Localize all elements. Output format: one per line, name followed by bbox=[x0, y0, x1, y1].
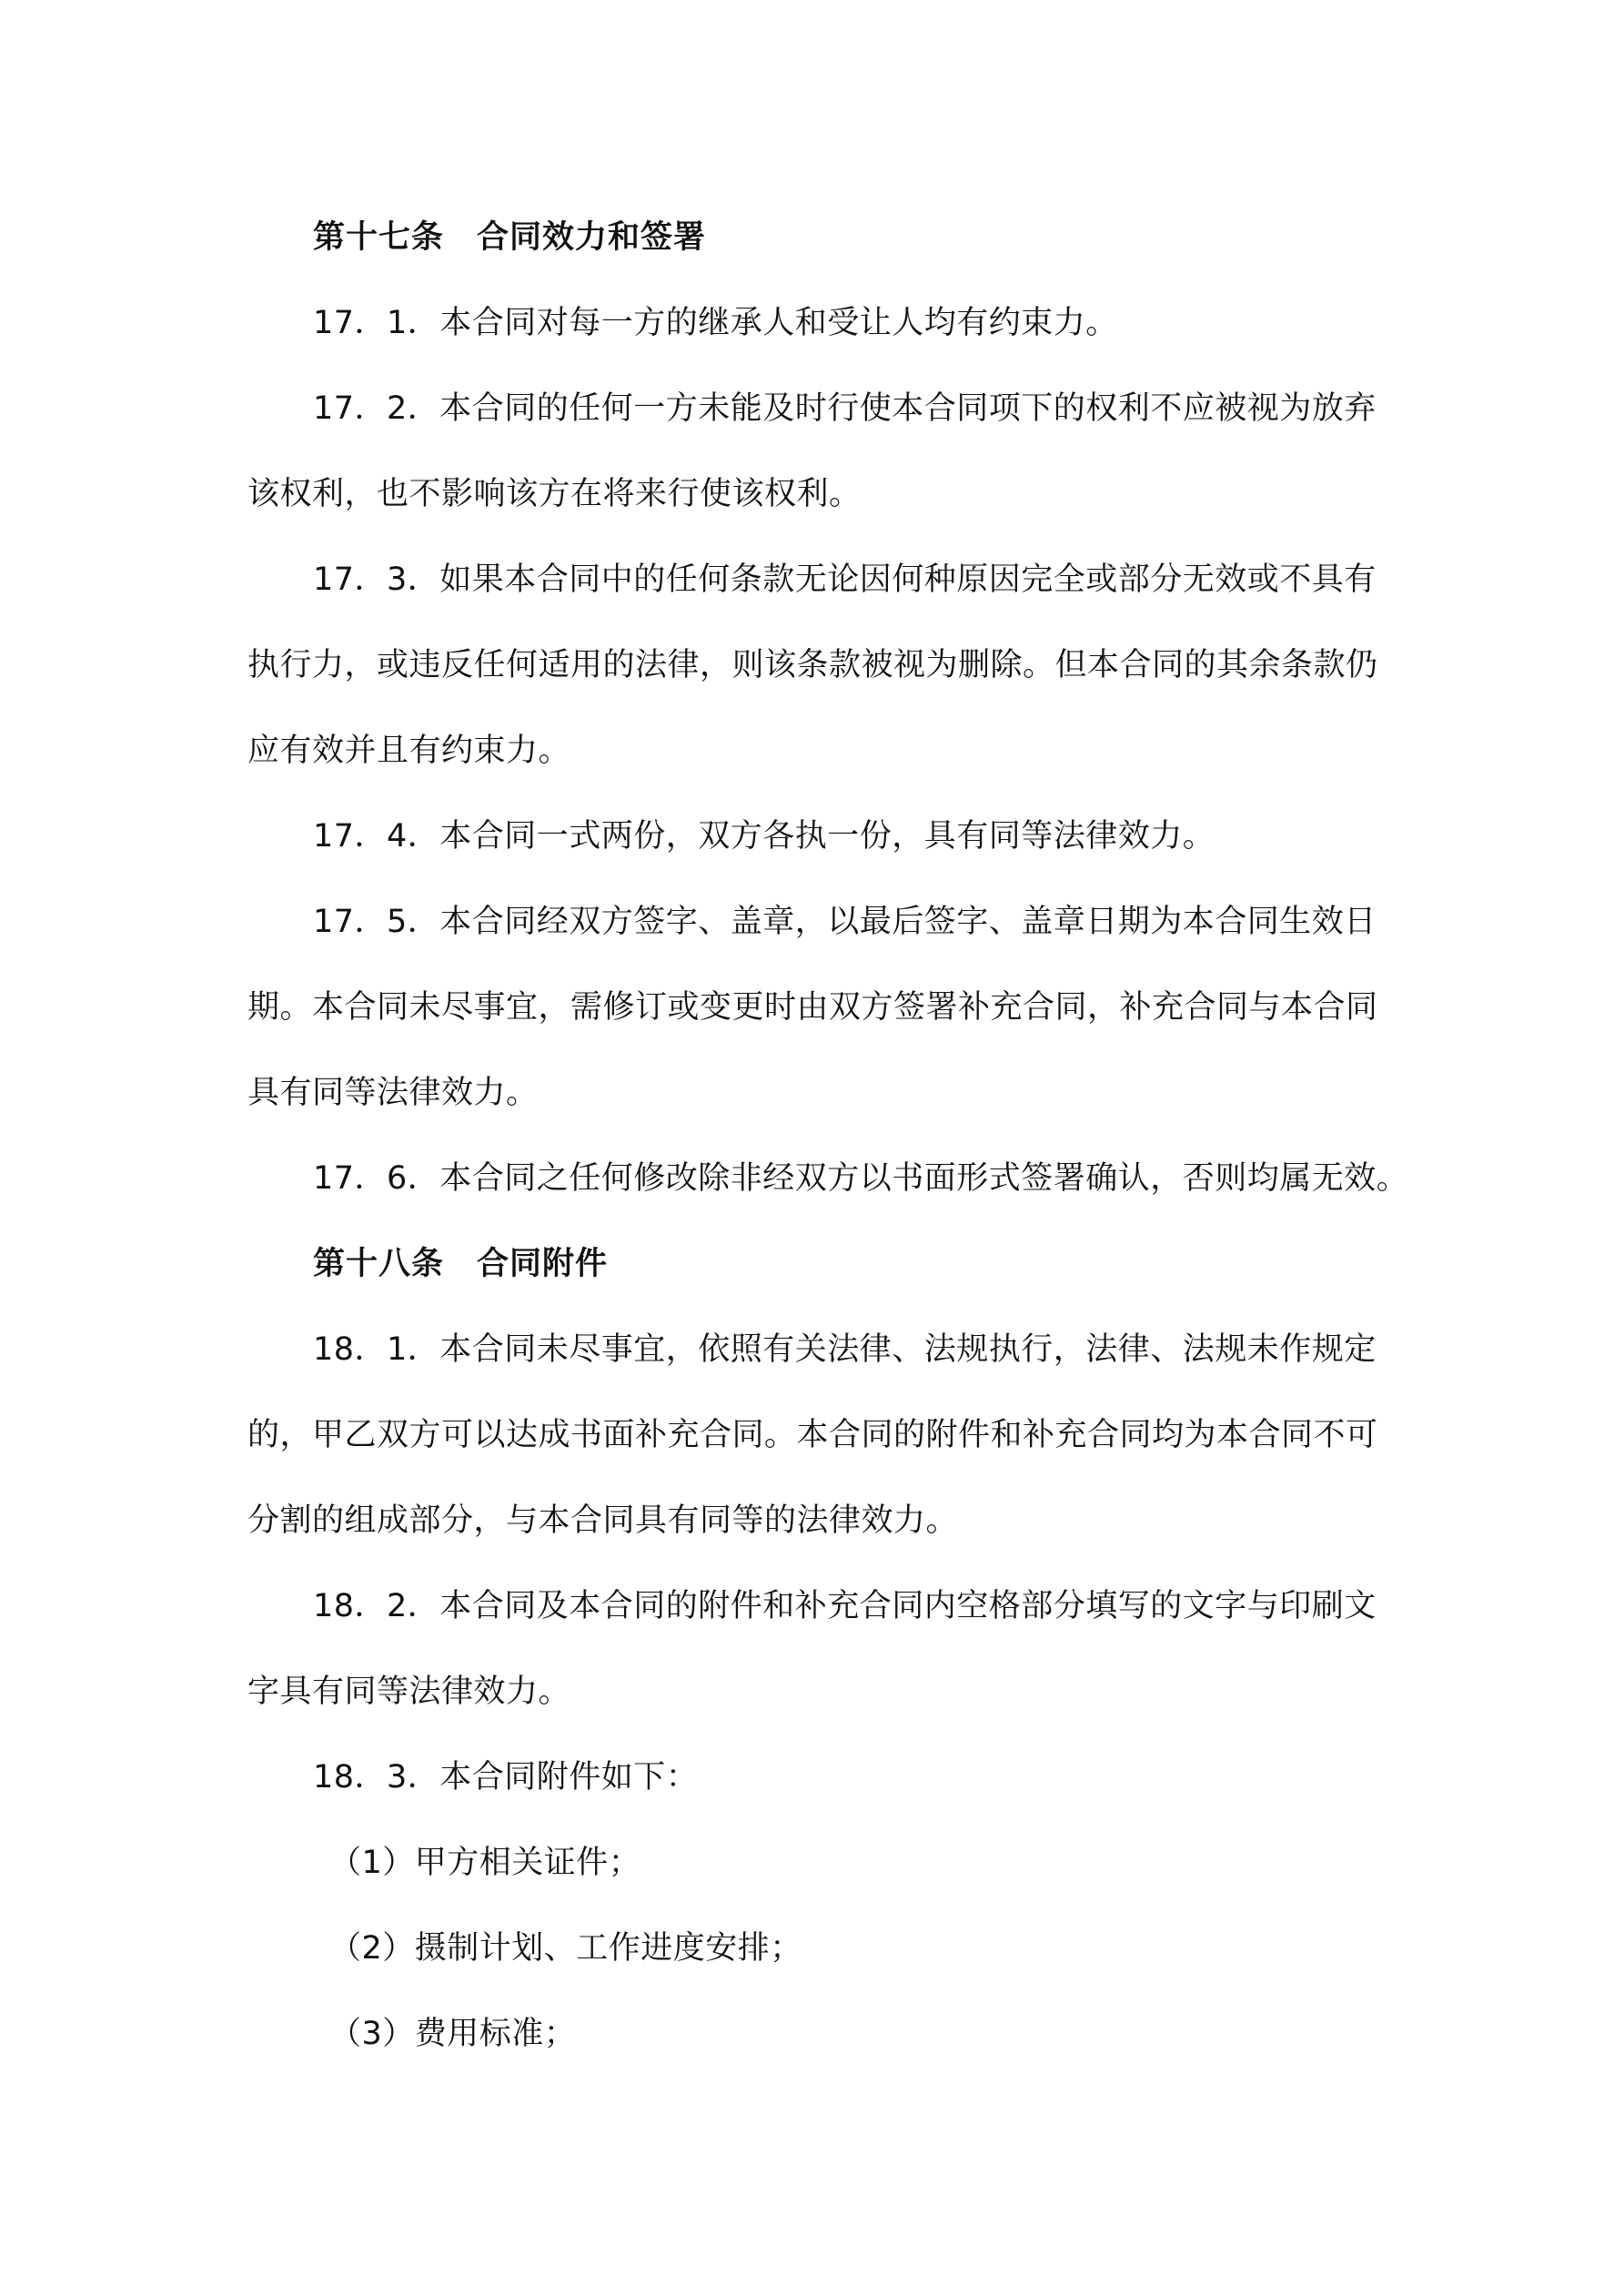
clause-17-3-line-2: 执行力，或违反任何适用的法律，则该条款被视为删除。但本合同的其余条款仍 bbox=[247, 647, 1378, 683]
clause-17-6: 17．6．本合同之任何修改除非经双方以书面形式签署确认，否则均属无效。 bbox=[313, 1160, 1409, 1197]
clause-17-5-line-2: 期。本合同未尽事宜，需修订或变更时由双方签署补充合同，补充合同与本合同 bbox=[247, 989, 1378, 1026]
article-18-heading: 第十八条 合同附件 bbox=[313, 1246, 609, 1282]
clause-17-4: 17．4．本合同一式两份，双方各执一份，具有同等法律效力。 bbox=[313, 818, 1215, 855]
clause-18-3: 18．3．本合同附件如下： bbox=[313, 1759, 699, 1795]
clause-17-2-line-1: 17．2．本合同的任何一方未能及时行使本合同项下的权利不应被视为放弃 bbox=[313, 390, 1377, 427]
clause-18-1-line-1: 18．1．本合同未尽事宜，依照有关法律、法规执行，法律、法规未作规定 bbox=[313, 1331, 1377, 1368]
clause-17-3-line-1: 17．3．如果本合同中的任何条款无论因何种原因完全或部分无效或不具有 bbox=[313, 561, 1377, 598]
clause-18-2-line-1: 18．2．本合同及本合同的附件和补充合同内空格部分填写的文字与印刷文 bbox=[313, 1588, 1377, 1624]
clause-17-5-line-3: 具有同等法律效力。 bbox=[247, 1075, 539, 1111]
clause-18-1-line-2: 的，甲乙双方可以达成书面补充合同。本合同的附件和补充合同均为本合同不可 bbox=[247, 1417, 1378, 1453]
clause-18-2-line-2: 字具有同等法律效力。 bbox=[247, 1674, 571, 1710]
attachment-item: （3）费用标准； bbox=[329, 2016, 577, 2052]
attachment-item: （2）摄制计划、工作进度安排； bbox=[329, 1930, 802, 1967]
attachment-item: （1）甲方相关证件； bbox=[329, 1845, 641, 1881]
clause-18-1-line-3: 分割的组成部分，与本合同具有同等的法律效力。 bbox=[247, 1502, 959, 1539]
clause-17-5-line-1: 17．5．本合同经双方签字、盖章，以最后签字、盖章日期为本合同生效日 bbox=[313, 904, 1377, 940]
clause-17-3-line-3: 应有效并且有约束力。 bbox=[247, 733, 571, 769]
article-17-heading: 第十七条 合同效力和签署 bbox=[313, 219, 707, 256]
clause-17-2-line-2: 该权利，也不影响该方在将来行使该权利。 bbox=[247, 476, 862, 512]
clause-17-1: 17．1．本合同对每一方的继承人和受让人均有约束力。 bbox=[313, 305, 1118, 341]
